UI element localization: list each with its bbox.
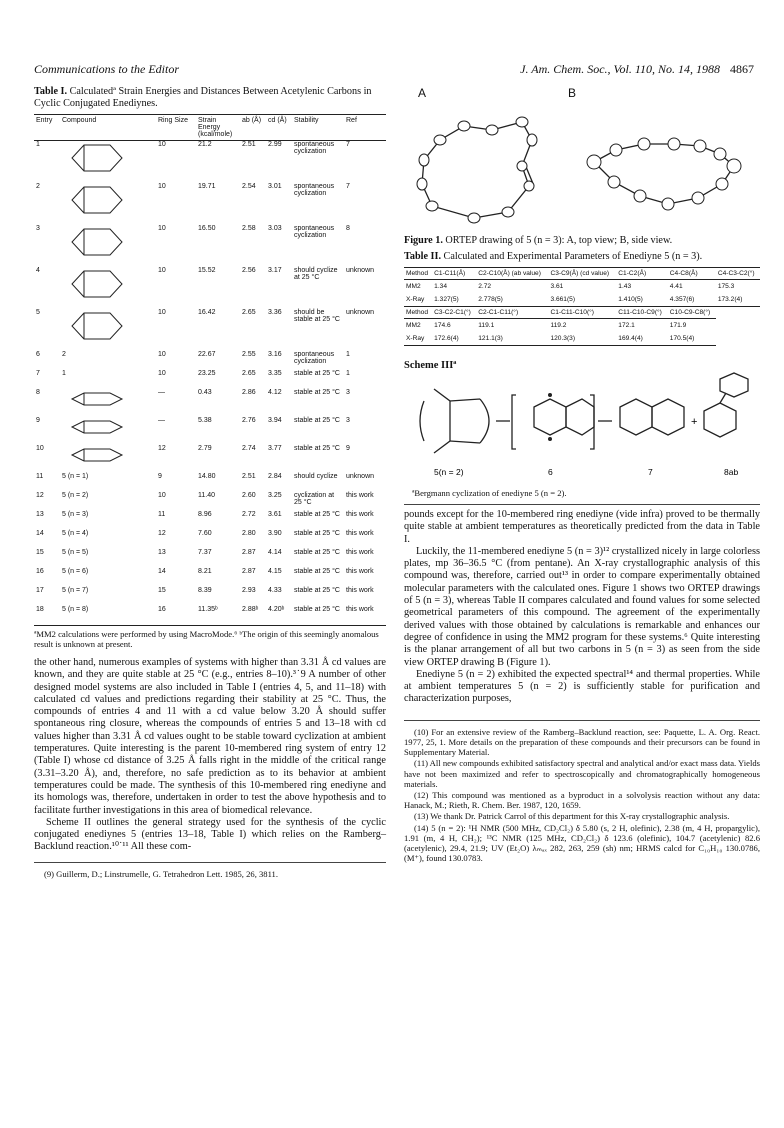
table1-row <box>34 473 386 492</box>
table1-cell-strain: 7.37 <box>198 549 212 556</box>
table1-cell-cd: 2.99 <box>268 141 282 148</box>
diradical-ring-1 <box>534 399 566 435</box>
compound-structure-drawing <box>62 225 132 259</box>
table1-cell-stability: spontaneous cyclization <box>294 183 335 197</box>
table1-cell-compound: 5 (n = 6) <box>62 568 89 575</box>
table1-cell-ref: this work <box>346 549 374 556</box>
table1-cell-ref: 8 <box>346 225 350 232</box>
ortep-side-atoms <box>587 138 741 210</box>
table1-cell-strain: 0.43 <box>198 389 212 396</box>
table1-cell-entry: 7 <box>36 370 40 377</box>
table1-cell-ref: 3 <box>346 417 350 424</box>
table1-cell-ref: 1 <box>346 351 350 358</box>
table1-cell-cd: 3.17 <box>268 267 282 274</box>
table2-cell: 170.5(4) <box>668 332 716 346</box>
left-body-text <box>34 657 386 854</box>
table1-row <box>34 389 386 417</box>
table1-cell-strain: 8.39 <box>198 587 212 594</box>
table1-cell-cd: 3.90 <box>268 530 282 537</box>
table1-cell-compound: 1 <box>62 370 66 377</box>
table1-cell-ring: 10 <box>158 492 166 499</box>
table1-cell-ref: this work <box>344 606 386 626</box>
table2-cell: 169.4(4) <box>616 332 668 346</box>
table1-cell-entry: 18 <box>34 606 60 626</box>
enediyne-arms <box>450 399 489 443</box>
paragraph: the other hand, numerous examples of systems with higher than 3.31 Å cd values are known, and they are quite stable at 25 °C (e.g., entries 8–10).³˙9 A number of other designed model systems are also included in Table I (entries 4, 5, and 11–18) with calculated cd values and predictions regarding their stability at 25 °C. Thus, the compounds of entries 4 and 11 with a cd value below 3.20 Å should suffer spontaneous ring closure, whereas the compounds of entries 5 and 13–18 with cd values higher than 3.31 Å cd values ought to be stable toward cyclization at ambient temperatures. Quite interesting is the parent 10-membered ring system of entry 12 (Table I) whose cd distance of 3.25 Å falls right in the middle of the critical range (3.31–3.20 Å), and, therefore, no safe prediction as to its behavior at ambient temperatures could be made. The synthesis of this 10-membered ring enediyne and its homologs was, therefore, undertaken in order to test the above hypothesis and to facilitate further investigations in this area of biomedical relevance. <box>34 657 386 816</box>
table1-cell-strain: 11.40 <box>198 492 215 499</box>
table1-cell-compound: 2 <box>62 351 66 358</box>
table2-col-header: C4-C8(Å) <box>668 268 716 280</box>
table1-cell-ref: 7 <box>346 141 350 148</box>
table1-cell-strain: 15.52 <box>198 267 216 274</box>
table2-col-header: C1-C2(Å) <box>616 268 668 280</box>
table1-cell-ab: 2.86 <box>242 389 256 396</box>
table1-col-entry: Entry <box>34 115 60 141</box>
table1-cell-ring: 11 <box>158 511 166 518</box>
table1-cell-stability: spontaneous cyclization <box>294 225 335 239</box>
table2-row <box>404 332 760 346</box>
table1-cell-cd: 4.20ᵇ <box>266 606 292 626</box>
paragraph: Enediyne 5 (n = 2) exhibited the expected spectral¹⁴ and thermal properties. While at ambient temperatures 5 (n = 2) is sufficiently stable for purification and characterization purposes, <box>404 668 760 705</box>
table1-cell-compound: 5 (n = 4) <box>62 530 89 537</box>
table1-cell-ref: this work <box>346 568 374 575</box>
compound-structure-drawing <box>62 445 132 465</box>
figure1-ortep-drawing <box>404 100 760 226</box>
compound-structure-drawing <box>62 389 132 409</box>
table1-cell-ab: 2.55 <box>242 351 256 358</box>
table1-cell-compound <box>60 389 156 417</box>
bracket <box>512 395 594 449</box>
table2-cell: 175.3 <box>717 283 735 290</box>
table1-row <box>34 351 386 370</box>
table1-row <box>34 417 386 445</box>
table1-cell-entry: 6 <box>36 351 40 358</box>
table2-col-header: Method <box>404 307 432 319</box>
table1-cell-ref: unknown <box>346 473 375 480</box>
left-column <box>34 86 386 880</box>
table1-cell-entry: 1 <box>36 141 40 148</box>
table2-col-header: C11-C10-C9(°) <box>616 307 668 319</box>
journal-citation: J. Am. Chem. Soc., Vol. 110, No. 14, 1988 4867 <box>520 62 754 76</box>
paragraph: Scheme II outlines the general strategy used for the synthesis of the cyclic conjugated enediynes 5 (entries 13–18, Table I) which relies on the Ramberg–Backlund reaction.¹⁰˙¹¹ All these com- <box>34 816 386 853</box>
table1 <box>34 114 386 626</box>
scheme3-drawing <box>404 371 760 483</box>
table1-col-ring: Ring Size <box>156 115 196 141</box>
product-7-ring-2 <box>652 399 684 435</box>
table2-cell: 1.43 <box>618 283 632 290</box>
scheme3-title: Scheme IIIª <box>404 360 457 371</box>
table2-caption: Table II. Calculated and Experimental Parameters of Enediyne 5 (n = 3). <box>404 251 703 262</box>
table1-cell-strain: 19.71 <box>198 183 216 190</box>
table1-cell-entry: 14 <box>36 530 44 537</box>
paragraph: pounds except for the 10-membered ring enediyne (vide infra) proved to be thermally quite stable at ambient temperatures as theoretically predicted from the data in Table I. <box>404 509 760 545</box>
table1-cell-ring: 10 <box>158 370 166 377</box>
scheme-label: 5(n = 2) <box>434 467 464 477</box>
table1-cell-cd: 3.03 <box>268 225 282 232</box>
table1-cell-ring: 12 <box>158 445 166 452</box>
table1-cell-ref: this work <box>346 511 374 518</box>
table1-cell-stability: spontaneous cyclization <box>294 351 335 365</box>
table1-row <box>34 141 386 184</box>
table1-row <box>34 549 386 568</box>
table1-cell-strain: 7.60 <box>198 530 212 537</box>
table2-cell: 171.9 <box>669 322 687 329</box>
table1-cell-ref: this work <box>346 492 374 499</box>
table1-cell-ab: 2.76 <box>242 417 256 424</box>
scheme-label: 7 <box>648 467 653 477</box>
table1-cell-cd: 3.25 <box>268 492 282 499</box>
table1-cell-entry: 13 <box>36 511 44 518</box>
figure1-caption: Figure 1. ORTEP drawing of 5 (n = 3): A, top view; B, side view. <box>404 235 673 246</box>
radical-dot <box>548 437 552 441</box>
table1-cell-stability: cyclization at 25 °C <box>294 492 335 506</box>
table1-cell-ring: 9 <box>158 473 162 480</box>
table1-cell-stability: stable at 25 °C <box>294 445 340 452</box>
table2-cell: 2.778(5) <box>476 293 548 307</box>
table1-cell-ab: 2.87 <box>242 568 256 575</box>
table1-row <box>34 568 386 587</box>
table2 <box>404 267 760 346</box>
table1-cell-entry: 3 <box>36 225 40 232</box>
table2-cell: 121.1(3) <box>476 332 548 346</box>
table1-cell-ab: 2.51 <box>242 473 256 480</box>
table1-cell-compound: 5 (n = 7) <box>62 587 89 594</box>
figure1-panel-labels <box>404 86 760 100</box>
table1-cell-ref: 9 <box>346 445 350 452</box>
table1-cell-ring: — <box>158 389 165 396</box>
table1-cell-strain: 11.35ᵇ <box>196 606 240 626</box>
table1-row <box>34 606 386 626</box>
table1-cell-ab: 2.74 <box>242 445 256 452</box>
table1-cell-cd: 3.35 <box>268 370 282 377</box>
table2-col-header: C1-C11(Å) <box>432 268 476 280</box>
table1-cell-ab: 2.58 <box>242 225 256 232</box>
table1-cell-entry: 17 <box>36 587 44 594</box>
table1-row <box>34 445 386 473</box>
table1-row <box>34 370 386 389</box>
right-column <box>404 86 760 864</box>
table1-cell-entry: 4 <box>36 267 40 274</box>
table1-cell-cd: 4.33 <box>268 587 282 594</box>
table1-cell-strain: 5.38 <box>198 417 212 424</box>
table1-cell-stability: stable at 25 °C <box>294 389 340 396</box>
table1-row <box>34 492 386 511</box>
table1-cell-stability: stable at 25 °C <box>294 587 340 594</box>
table2-cell: 119.2 <box>550 322 567 329</box>
table1-cell-ref: 7 <box>346 183 350 190</box>
table2-cell: 174.6 <box>434 322 451 329</box>
table1-row <box>34 225 386 267</box>
table1-cell-cd: 3.16 <box>268 351 282 358</box>
table1-cell-entry: 10 <box>36 445 44 452</box>
table1-cell-ring: 15 <box>158 587 166 594</box>
table1-cell-strain: 14.80 <box>198 473 216 480</box>
table2-col-header: C4-C3-C2(°) <box>716 268 760 280</box>
table1-cell-cd: 4.14 <box>268 549 282 556</box>
table1-cell-compound <box>60 445 156 473</box>
table1-cell-ring: 10 <box>158 351 166 358</box>
right-references <box>404 727 760 864</box>
table2-cell: 172.1 <box>618 322 635 329</box>
table1-cell-stability: should cyclize <box>294 473 338 480</box>
table2-cell: 1.327(5) <box>432 293 476 307</box>
table2-cell: MM2 <box>406 322 421 329</box>
left-references <box>34 869 386 879</box>
table2-cell: 120.3(3) <box>548 332 616 346</box>
page-number: 4867 <box>730 62 754 76</box>
table1-cell-strain: 22.67 <box>198 351 216 358</box>
table2-cell: X-Ray <box>404 293 432 307</box>
table1-row <box>34 309 386 351</box>
table1-cell-compound: 5 (n = 1) <box>62 473 89 480</box>
table2-col-header: C2-C1-C11(°) <box>476 307 548 319</box>
table1-cell-stability: should be stable at 25 °C <box>294 309 340 323</box>
table1-cell-strain: 16.42 <box>198 309 216 316</box>
table1-cell-stability: spontaneous cyclization <box>294 141 335 155</box>
table1-cell-cd: 3.36 <box>268 309 282 316</box>
table2-cell: 172.6(4) <box>432 332 476 346</box>
table2-cell: MM2 <box>406 283 421 290</box>
table1-cell-stability: stable at 25 °C <box>294 568 340 575</box>
table1-cell-stability: stable at 25 °C <box>294 530 340 537</box>
table1-cell-cd: 3.61 <box>268 511 282 518</box>
table1-cell-ref: unknown <box>346 309 375 316</box>
diradical-ring-2 <box>566 399 594 435</box>
reference: (10) For an extensive review of the Ramberg–Backlund reaction, see: Paquette, L. A. Org. React. 1977, 25, 1. More details on the preparation of these compounds and their precursors can be found in Supplementary Material. <box>404 726 760 758</box>
table1-cell-ref: this work <box>346 587 374 594</box>
table2-cell: 3.61 <box>550 283 564 290</box>
table2-cell: X-Ray <box>404 332 432 346</box>
table1-cell-strain: 21.2 <box>198 141 212 148</box>
table1-cell-cd: 3.01 <box>268 183 282 190</box>
table2-cell: 3.661(5) <box>548 293 616 307</box>
table1-cell-stability: stable at 25 °C <box>294 417 340 424</box>
table1-cell-ab: 2.88ᵇ <box>240 606 266 626</box>
table1-cell-cd: 2.84 <box>268 473 282 480</box>
enediyne-ring <box>434 389 450 453</box>
table1-row <box>34 183 386 225</box>
table2-cell: 4.357(6) <box>668 293 716 307</box>
table1-cell-ab: 2.65 <box>242 309 256 316</box>
paragraph: Luckily, the 11-membered enediyne 5 (n = 3)¹² crystallized nicely in large colorless plates, mp 36–36.5 °C (from pentane). An X-ray crystallographic analysis of this compound was, therefore, carried out¹³ in order to compare experimentally obtained molecular parameters with the calculated ones. Figure 1 shows two ORTEP drawings of 5 (n = 3), whereas Table II compares calculated and found values for some selected geometrical parameters of this compound. The agreement of the experimentally derived values with those obtained by calculations is remarkable and enhances our degree of confidence in using the MM2 program for these systems.⁶ Quite interesting is the planar arrangement of all but two carbons in 5 (n = 3) as seen from the side view ORTEP drawing B (Figure 1). <box>404 545 760 668</box>
table1-cell-strain: 23.25 <box>198 370 216 377</box>
table1-cell-ring: 10 <box>158 183 166 190</box>
table2-col-header: C2-C10(Å) (ab value) <box>476 268 548 280</box>
table1-cell-entry: 16 <box>36 568 44 575</box>
table1-cell-stability: stable at 25 °C <box>294 370 340 377</box>
product-7-ring-1 <box>620 399 652 435</box>
journal-section: Communications to the Editor <box>34 62 179 76</box>
scheme-rule <box>404 504 760 505</box>
table1-cell-strain: 8.96 <box>198 511 212 518</box>
table1-col-ref: Ref <box>344 115 386 141</box>
table1-cell-ab: 2.51 <box>242 141 256 148</box>
table1-cell-stability: stable at 25 °C <box>292 606 344 626</box>
table2-col-header: Method <box>404 268 432 280</box>
table1-cell-stability: should cyclize at 25 °C <box>294 267 338 281</box>
table1-cell-compound: 5 (n = 5) <box>62 549 89 556</box>
table1-row <box>34 530 386 549</box>
table2-row <box>404 280 760 294</box>
reference: (13) We thank Dr. Patrick Carrol of this department for this X-ray crystallographic analysis. <box>414 811 730 822</box>
table2-col-header: C3-C9(Å) (cd value) <box>548 268 616 280</box>
footnote-rule <box>404 720 760 721</box>
table2-cell: 1.34 <box>434 283 447 290</box>
table1-cell-compound <box>60 267 156 309</box>
table1-cell-cd: 4.15 <box>268 568 282 575</box>
table1-cell-ab: 2.54 <box>242 183 256 190</box>
table1-col-ab: ab (Å) <box>240 115 266 141</box>
table1-cell-ring: 10 <box>158 309 166 316</box>
right-body-text <box>404 509 760 706</box>
table1-cell-ring: 16 <box>156 606 196 626</box>
table1-cell-ring: 14 <box>158 568 166 575</box>
compound-structure-drawing <box>62 309 132 343</box>
table2-cell: 119.1 <box>478 322 495 329</box>
reference: (12) This compound was mentioned as a byproduct in a solvolysis reaction without any data: Hanack, M.; Rieth, R. Chem. Ber. 1987, 120, 1659. <box>404 789 760 811</box>
compound-structure-drawing <box>62 417 132 437</box>
table1-cell-ab: 2.60 <box>242 492 256 499</box>
table1-cell-ab: 2.65 <box>242 370 256 377</box>
table2-cell: 2.72 <box>478 283 492 290</box>
table1-footnote: ªMM2 calculations were performed by using MacroMode.⁶ ᵇThe origin of this seemingly anomalous result is unknown at present. <box>34 629 379 649</box>
table1-row <box>34 511 386 530</box>
table1-cell-ab: 2.93 <box>242 587 256 594</box>
table1-cell-cd: 4.12 <box>268 389 282 396</box>
table1-row <box>34 267 386 309</box>
table1-cell-ring: — <box>158 417 165 424</box>
product-8-ring-2 <box>720 373 748 397</box>
table2-col-header: C10-C9-C8(°) <box>668 307 716 319</box>
table1-cell-cd: 3.94 <box>268 417 282 424</box>
running-header <box>34 62 754 80</box>
table1-cell-ref: unknown <box>346 267 375 274</box>
table1-cell-strain: 16.50 <box>198 225 216 232</box>
table1-cell-entry: 11 <box>36 473 44 480</box>
panel-label-b: B <box>568 86 577 100</box>
table1-header-row <box>34 115 386 141</box>
table1-cell-ring: 13 <box>158 549 166 556</box>
table1-cell-ring: 10 <box>158 225 166 232</box>
table2-cell: 4.41 <box>669 283 683 290</box>
table1-col-compound: Compound <box>60 115 156 141</box>
table1-cell-ring: 12 <box>158 530 166 537</box>
table1-cell-stability: stable at 25 °C <box>294 549 340 556</box>
reference: (11) All new compounds exhibited satisfactory spectral and analytical and/or exact mass data. Yields have not been maximized and refer to spectroscopically and chromatographically homogeneous materials. <box>404 758 760 789</box>
compound-structure-drawing <box>62 141 132 175</box>
table1-cell-entry: 9 <box>36 417 40 424</box>
table1-cell-entry: 12 <box>36 492 44 499</box>
table1-cell-ab: 2.87 <box>242 549 256 556</box>
scheme-label: 6 <box>548 467 553 477</box>
table1-cell-compound <box>60 183 156 225</box>
table2-row <box>404 319 760 333</box>
product-8-bond <box>720 393 726 403</box>
plus-sign: + <box>691 416 698 428</box>
table1-cell-ref: 3 <box>346 389 350 396</box>
table1-cell-compound: 5 (n = 8) <box>60 606 156 626</box>
product-8-ring-1 <box>704 403 736 437</box>
table1-cell-compound <box>60 417 156 445</box>
table1-cell-ring: 10 <box>158 141 166 148</box>
table2-header-row <box>404 268 760 280</box>
reference: (14) 5 (n = 2): ¹H NMR (500 MHz, CD₂Cl₂) δ 5.80 (s, 2 H, olefinic), 2.38 (m, 4 H, propargylic), 1.91 (m, 4 H, CH₂); ¹³C NMR (125 MHz, CD₂Cl₂) δ 123.6 (olefinic), 104.7 (acetylenic) 82.6 (acetylenic), 29.4, 21.9; UV (Et₂O) λₘₐₓ 282, 263, 259 (sh) nm; HRMS calcd for C₁₀H₁₀ 130.0786, (M⁺), found 130.0783. <box>404 822 760 864</box>
footnote-rule <box>34 862 386 863</box>
table1-cell-entry: 15 <box>36 549 44 556</box>
table1-cell-compound <box>60 141 156 184</box>
table1-cell-ring: 10 <box>158 267 166 274</box>
panel-label-a: A <box>418 86 427 100</box>
radical-dot <box>548 393 552 397</box>
table1-cell-ab: 2.56 <box>242 267 256 274</box>
ortep-top-atoms <box>417 117 537 223</box>
table1-row <box>34 587 386 606</box>
table2-row <box>404 293 760 307</box>
table1-cell-ref: 1 <box>346 370 350 377</box>
table1-cell-entry: 2 <box>36 183 40 190</box>
table2-col-header: C3-C2-C1(°) <box>432 307 476 319</box>
table2-cell: 1.410(5) <box>616 293 668 307</box>
table1-cell-compound: 5 (n = 3) <box>62 511 89 518</box>
scheme-label: 8ab <box>724 467 739 477</box>
compound-structure-drawing <box>62 267 132 301</box>
table1-caption: Table I. Calculatedª Strain Energies and Distances Between Acetylenic Carbons in Cyclic Conjugated Enediynes. <box>34 86 372 109</box>
table1-cell-entry: 8 <box>36 389 40 396</box>
table1-cell-compound <box>60 309 156 351</box>
table1-cell-compound <box>60 225 156 267</box>
table2-col-header: C1-C11-C10(°) <box>548 307 616 319</box>
compound-structure-drawing <box>62 183 132 217</box>
enediyne-bridge <box>420 401 424 441</box>
table2-cell: 173.2(4) <box>716 293 760 307</box>
table1-cell-strain: 8.21 <box>198 568 212 575</box>
table1-col-cd: cd (Å) <box>266 115 292 141</box>
table1-cell-strain: 2.79 <box>198 445 212 452</box>
table1-cell-compound: 5 (n = 2) <box>62 492 89 499</box>
table1-cell-ref: this work <box>346 530 374 537</box>
table2-header-row <box>404 307 760 319</box>
table1-cell-entry: 5 <box>36 309 40 316</box>
table1-cell-stability: stable at 25 °C <box>294 511 340 518</box>
scheme3-caption: ªBergmann cyclization of enediyne 5 (n = 2). <box>412 488 567 498</box>
table1-col-stability: Stability <box>292 115 344 141</box>
table1-cell-ab: 2.80 <box>242 530 256 537</box>
table1-cell-ab: 2.72 <box>242 511 256 518</box>
reference: (9) Guillerm, D.; Linstrumelle, G. Tetrahedron Lett. 1985, 26, 3811. <box>44 868 279 879</box>
table1-col-strain: Strain Energy (kcal/mole) <box>196 115 240 141</box>
table1-cell-cd: 3.77 <box>268 445 282 452</box>
